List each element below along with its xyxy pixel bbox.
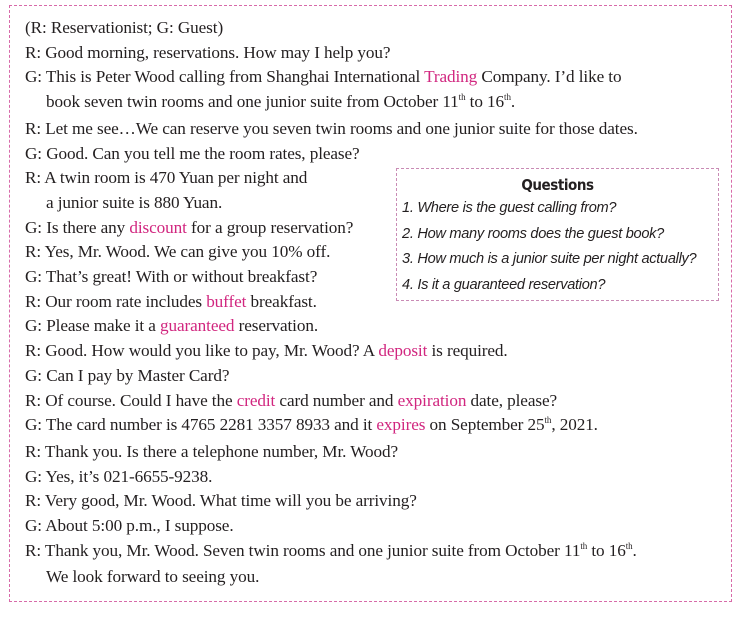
dialogue-line: [25, 65, 725, 90]
line-text: Company. I’d like to: [477, 67, 622, 87]
line-text: for a group reservation?: [186, 217, 354, 237]
line-text: to 16: [465, 92, 505, 112]
line-text: is required.: [427, 341, 508, 361]
ordinal-suffix: th: [580, 540, 588, 551]
dialogue-line: [25, 514, 725, 539]
speaker-label: G:: [25, 143, 42, 163]
speaker-label: R:: [25, 42, 42, 62]
speaker-label: G:: [25, 466, 42, 486]
vocabulary-word: discount: [129, 217, 187, 237]
line-text: Yes, it’s 021-6655-9238.: [42, 466, 213, 486]
dialogue-line: [25, 389, 725, 414]
line-text: Please make it a: [42, 316, 160, 336]
speaker-label: R:: [25, 168, 42, 188]
line-text: breakfast.: [246, 291, 317, 311]
dialogue-lines: [25, 41, 725, 590]
questions-title: Questions: [521, 176, 594, 194]
dialogue-line-continuation: [25, 90, 725, 117]
speaker-label: R:: [25, 390, 42, 410]
speaker-label: R:: [25, 291, 42, 311]
line-text: book seven twin rooms and one junior suite from October 11: [46, 92, 459, 112]
dialogue-line: [25, 339, 725, 364]
vocabulary-word: buffet: [206, 291, 247, 311]
speaker-label: G:: [25, 365, 42, 385]
roles-note: (R: Reservationist; G: Guest): [25, 18, 224, 37]
line-text: The card number is 4765 2281 3357 8933 and it: [42, 415, 377, 435]
dialogue-line: [25, 41, 725, 66]
question-item: 4. Is it a guaranteed reservation?: [402, 276, 606, 293]
line-text: on September 25: [425, 415, 545, 435]
speaker-label: R:: [25, 242, 42, 262]
line-text: Our room rate includes: [41, 291, 207, 311]
vocabulary-word: expires: [376, 415, 426, 435]
line-text: Is there any: [42, 217, 130, 237]
line-text: .: [632, 540, 637, 560]
line-text: Good. Can you tell me the room rates, please?: [42, 143, 360, 163]
line-text: to 16: [587, 540, 626, 560]
questions-box: [396, 168, 719, 301]
line-text: Thank you, Mr. Wood. Seven twin rooms and one junior suite from October 11: [41, 540, 581, 560]
vocabulary-word: credit: [236, 390, 276, 410]
speaker-label: R:: [25, 341, 42, 361]
dialogue: [25, 16, 725, 590]
line-text: a junior suite is 880 Yuan.: [46, 192, 223, 212]
dialogue-line: [25, 489, 725, 514]
ordinal-suffix: th: [504, 92, 511, 103]
ordinal-suffix: th: [625, 540, 633, 551]
line-text: Let me see…We can reserve you seven twin rooms and one junior suite for those dates.: [41, 118, 638, 138]
line-text: We look forward to seeing you.: [46, 567, 260, 587]
line-text: card number and: [275, 390, 398, 410]
dialogue-line: [25, 117, 725, 142]
line-text: A twin room is 470 Yuan per night and: [41, 168, 308, 188]
line-text: About 5:00 p.m., I suppose.: [42, 516, 234, 536]
vocabulary-word: expiration: [397, 390, 467, 410]
line-text: Very good, Mr. Wood. What time will you be arriving?: [41, 491, 417, 511]
vocabulary-word: guaranteed: [160, 316, 235, 336]
vocabulary-word: Trading: [424, 67, 478, 87]
dialogue-line: [25, 364, 725, 389]
dialogue-line: [25, 539, 725, 566]
line-text: date, please?: [466, 390, 558, 410]
dialogue-line-continuation: [25, 565, 725, 590]
speaker-label: G:: [25, 316, 42, 336]
ordinal-suffix: th: [458, 92, 466, 103]
line-text: reservation.: [234, 316, 319, 336]
line-text: Yes, Mr. Wood. We can give you 10% off.: [41, 242, 331, 262]
speaker-label: R:: [25, 491, 42, 511]
speaker-label: R:: [25, 441, 42, 461]
speaker-label: G:: [25, 516, 42, 536]
line-text: , 2021.: [551, 415, 598, 435]
speaker-label: R:: [25, 540, 42, 560]
line-text: That’s great! With or without breakfast?: [42, 267, 318, 287]
speaker-label: G:: [25, 415, 42, 435]
dialogue-line: [25, 413, 725, 440]
line-text: This is Peter Wood calling from Shanghai International: [42, 67, 425, 87]
line-text: Good. How would you like to pay, Mr. Wood? A: [41, 341, 379, 361]
ordinal-suffix: th: [544, 415, 552, 426]
line-text: Good morning, reservations. How may I help you?: [41, 42, 391, 62]
question-item: 3. How much is a junior suite per night actually?: [402, 251, 697, 267]
dialogue-line: [25, 142, 725, 167]
line-text: .: [510, 92, 516, 112]
question-item: 1. Where is the guest calling from?: [402, 200, 617, 216]
dialogue-line: [25, 314, 725, 339]
dialogue-line: [25, 465, 725, 490]
line-text: Of course. Could I have the: [41, 390, 237, 410]
question-item: 2. How many rooms does the guest book?: [402, 225, 664, 242]
speaker-label: G:: [25, 217, 42, 237]
speaker-label: G:: [25, 267, 42, 287]
line-text: Thank you. Is there a telephone number, Mr. Wood?: [41, 441, 399, 461]
speaker-label: G:: [25, 67, 42, 87]
line-text: Can I pay by Master Card?: [42, 365, 230, 385]
dialogue-line: [25, 440, 725, 465]
vocabulary-word: deposit: [378, 341, 428, 361]
speaker-label: R:: [25, 118, 42, 138]
